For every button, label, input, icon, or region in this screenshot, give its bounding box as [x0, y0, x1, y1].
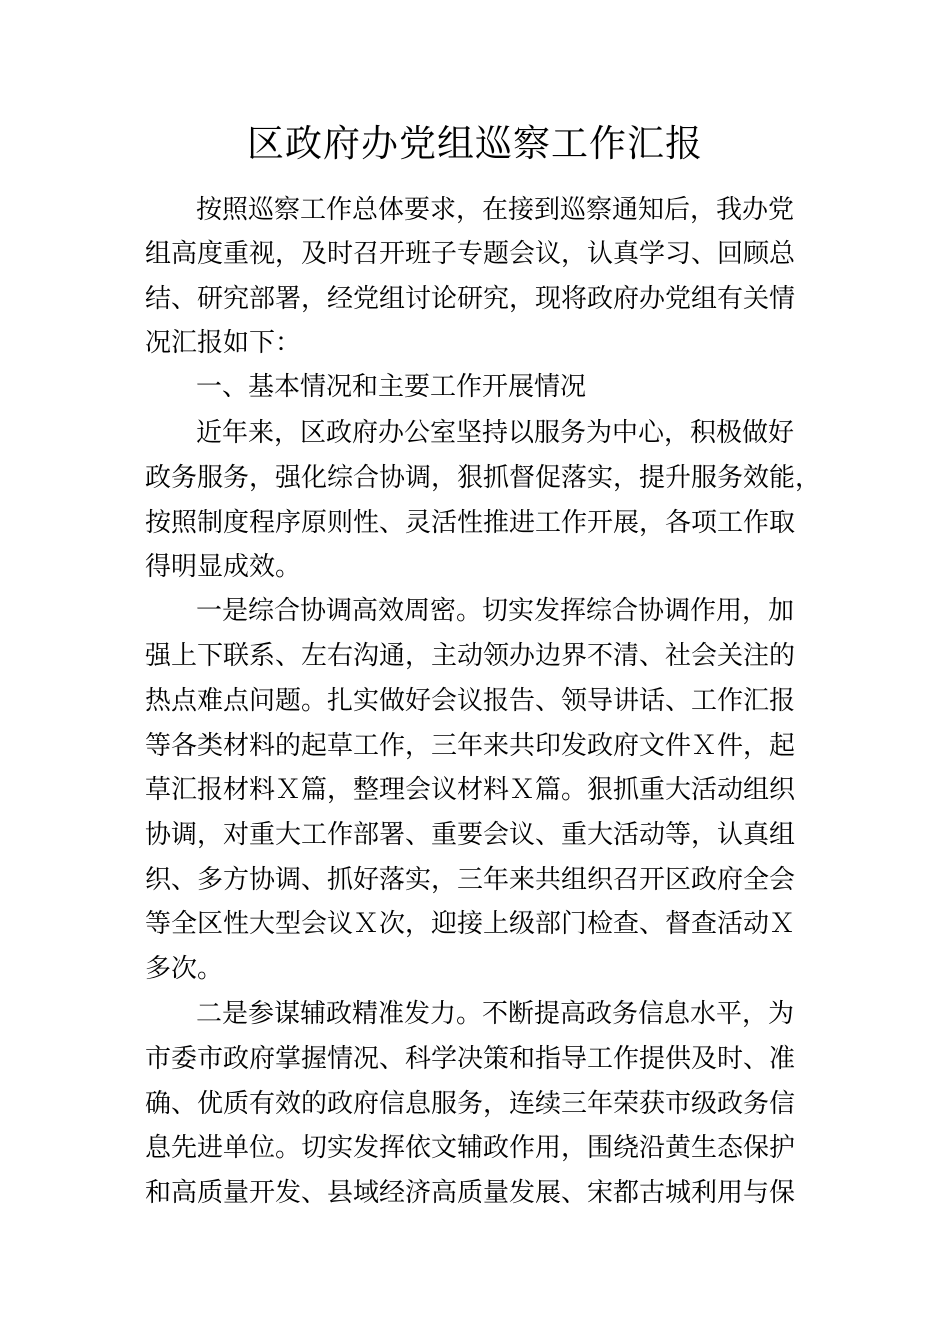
- body-line: 织、多方协调、抓好落实，三年来共组织召开区政府全会: [145, 865, 796, 895]
- body-line: 市委市政府掌握情况、科学决策和指导工作提供及时、准: [145, 1044, 796, 1074]
- body-line: 等各类材料的起草工作，三年来共印发政府文件Ｘ件，起: [145, 731, 796, 761]
- body-line: 近年来，区政府办公室坚持以服务为中心，积极做好: [196, 418, 795, 448]
- body-line: 况汇报如下：: [145, 328, 302, 358]
- body-line: 政务服务，强化综合协调，狠抓督促落实，提升服务效能，: [145, 463, 822, 493]
- body-line: 热点难点问题。扎实做好会议报告、领导讲话、工作汇报: [145, 686, 796, 716]
- body-line: 二是参谋辅政精准发力。不断提高政务信息水平，为: [196, 999, 795, 1029]
- body-line: 和高质量开发、县域经济高质量发展、宋都古城利用与保: [145, 1178, 796, 1208]
- body-line: 按照巡察工作总体要求，在接到巡察通知后，我办党: [196, 195, 795, 225]
- body-line: 确、优质有效的政府信息服务，连续三年荣获市级政务信: [145, 1089, 796, 1119]
- body-line: 多次。: [145, 954, 224, 984]
- body-line: 息先进单位。切实发挥依文辅政作用，围绕沿黄生态保护: [145, 1133, 796, 1163]
- body-line: 草汇报材料Ｘ篇，整理会议材料Ｘ篇。狠抓重大活动组织: [145, 775, 796, 805]
- body-line: 结、研究部署，经党组讨论研究，现将政府办党组有关情: [145, 284, 796, 314]
- body-line: 等全区性大型会议Ｘ次，迎接上级部门检查、督查活动Ｘ: [145, 909, 796, 939]
- body-line: 协调，对重大工作部署、重要会议、重大活动等，认真组: [145, 820, 796, 850]
- document-title: 区政府办党组巡察工作汇报: [247, 122, 703, 165]
- section-heading: 一、基本情况和主要工作开展情况: [196, 372, 587, 402]
- body-line: 组高度重视，及时召开班子专题会议，认真学习、回顾总: [145, 239, 796, 269]
- body-line: 得明显成效。: [145, 552, 302, 582]
- body-line: 一是综合协调高效周密。切实发挥综合协调作用，加: [196, 596, 795, 626]
- body-line: 按照制度程序原则性、灵活性推进工作开展，各项工作取: [145, 508, 796, 538]
- body-line: 强上下联系、左右沟通，主动领办边界不清、社会关注的: [145, 641, 796, 671]
